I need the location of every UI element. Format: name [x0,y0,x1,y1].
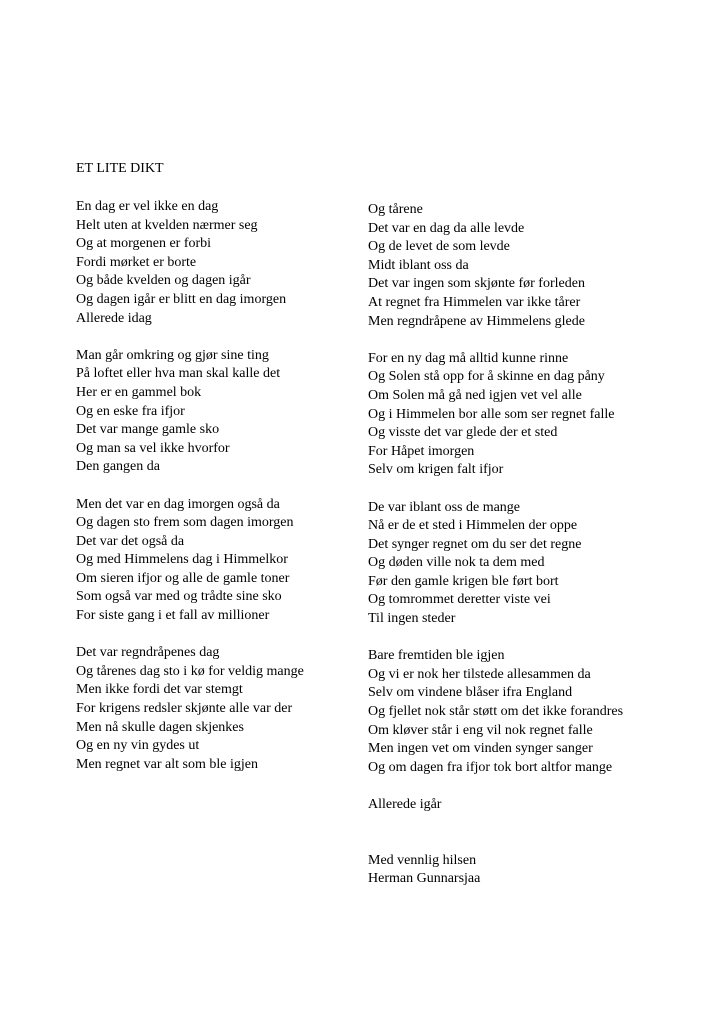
poem-line: På loftet eller hva man skal kalle det [76,366,281,382]
poem-line: For siste gang i et fall av millioner [76,608,270,624]
poem-line: Og døden ville nok ta dem med [368,555,545,571]
poem-line: Bare fremtiden ble igjen [368,648,505,664]
poem-line: Selv om vindene blåser ifra England [368,685,573,701]
poem-line: Og fjellet nok står støtt om det ikke forandres [368,704,624,720]
poem-line: Det var mange gamle sko [76,422,220,438]
poem-line: Men regndråpene av Himmelens glede [368,313,585,329]
poem-line: Nå er de et sted i Himmelen der oppe [368,518,578,534]
poem-line: Og både kvelden og dagen igår [76,273,251,289]
poem-line: Og om dagen fra ifjor tok bort altfor mange [368,759,613,775]
poem-line: Selv om krigen falt ifjor [368,462,504,478]
poem-line: Fordi mørket er borte [76,254,197,270]
poem-line: En dag er vel ikke en dag [76,199,219,214]
poem-line: Og tårenes dag sto i kø for veldig mange [76,663,304,679]
stanza [76,347,304,477]
poem-line: Men nå skulle dagen skjenkes [76,719,244,735]
poem-line: Det var ingen som skjønte før forleden [368,276,585,292]
poem-line: Man går omkring og gjør sine ting [76,347,269,363]
poem-line: Før den gamle krigen ble ført bort [368,573,559,589]
poem-line: Det var det også da [76,533,185,549]
poem-line: Og dagen sto frem som dagen imorgen [76,515,294,531]
poem-line: Den gangen da [76,459,160,475]
poem-line: Og dagen igår er blitt en dag imorgen [76,291,287,307]
poem-line: Og at morgenen er forbi [76,236,212,252]
poem-line: Og tomrommet deretter viste vei [368,592,551,608]
poem-line: Men ikke fordi det var stemgt [76,682,243,698]
stanza [76,198,304,328]
poem-line: Og man sa vel ikke hvorfor [76,440,230,456]
stanza [368,796,623,815]
poem-line: Men det var en dag imorgen også da [76,496,280,512]
stanza [76,496,304,626]
poem-line: At regnet fra Himmelen var ikke tårer [368,294,581,310]
closing-greeting: Med vennlig hilsen [368,852,477,868]
poem-line: Midt iblant oss da [368,257,469,273]
right-column [368,201,623,889]
poem-line: Her er en gammel bok [76,384,202,400]
poem-line: Og i Himmelen bor alle som ser regnet falle [368,406,615,422]
poem-line: Og med Himmelens dag i Himmelkor [76,552,288,568]
poem-line: Til ingen steder [368,611,456,627]
poem-line: Men ingen vet om vinden synger sanger [368,741,593,757]
poem-line: Og tårene [368,202,423,217]
poem-line: Og vi er nok her tilstede allesammen da [368,666,591,682]
poem-line: Og Solen stå opp for å skinne en dag påny [368,369,605,385]
poem-line: Det synger regnet om du ser det regne [368,536,582,552]
poem-title: ET LITE DIKT [76,161,164,176]
stanza [368,499,623,629]
poem-line: Om sieren ifjor og alle de gamle toner [76,570,290,586]
stanza [368,647,623,777]
poem-line: Det var en dag da alle levde [368,220,525,236]
poem-line: For en ny dag må alltid kunne rinne [368,350,569,366]
left-column [76,198,304,793]
signature: Herman Gunnarsjaa [368,871,481,887]
poem-line: Som også var med og trådte sine sko [76,589,282,605]
closing [368,852,623,889]
poem-line: Om Solen må gå ned igjen vet vel alle [368,387,582,403]
poem-line: Og visste det var glede der et sted [368,425,558,441]
stanza [368,350,623,480]
poem-line: Allerede igår [368,797,442,812]
poem-line: Og de levet de som levde [368,239,510,255]
poem-line: Og en eske fra ifjor [76,403,185,419]
poem-line: Det var regndråpenes dag [76,645,220,661]
poem-line: Men regnet var alt som ble igjen [76,756,258,772]
poem-line: De var iblant oss de mange [368,499,521,515]
poem-line: Og en ny vin gydes ut [76,738,200,754]
poem-line: For Håpet imorgen [368,443,475,459]
stanza [368,201,623,331]
poem-line: Helt uten at kvelden nærmer seg [76,217,258,233]
stanza [76,644,304,774]
poem-line: Allerede idag [76,310,152,326]
poem-line: Om kløver står i eng vil nok regnet falle [368,722,593,738]
poem-line: For krigens redsler skjønte alle var der [76,701,293,717]
